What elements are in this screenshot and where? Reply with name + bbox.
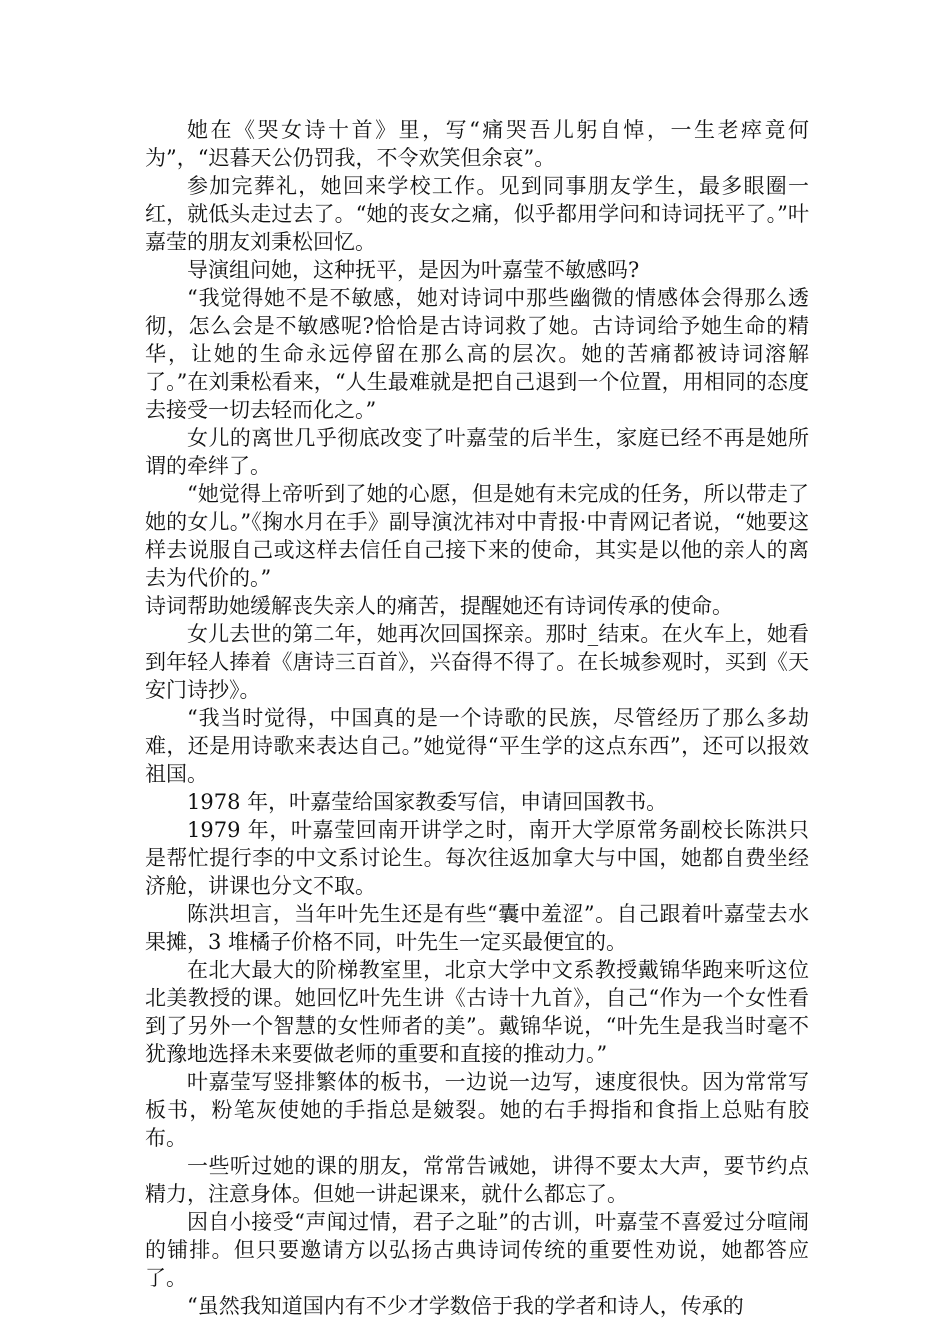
- paragraph-17: “虽然我知道国内有不少才学数倍于我的学者和诗人，传承的: [187, 1294, 744, 1318]
- paragraph-16: 因自小接受“声闻过情，君子之耻”的古训，叶嘉莹不喜爱过分喧闹的铺排。但只要邀请方以弘扬古典诗词传统的重要性劝说，她都答应了。: [145, 1210, 809, 1290]
- paragraph-2: 参加完葬礼，她回来学校工作。见到同事朋友学生，最多眼圈一红，就低头走过去了。“她的丧女之痛，似乎都用学问和诗词抚平了。”叶嘉莹的朋友刘秉松回忆。: [145, 174, 809, 254]
- paragraph-15: 一些听过她的课的朋友，常常告诫她，讲得不要太大声，要节约点精力，注意身体。但她一讲起课来，就什么都忘了。: [145, 1154, 809, 1206]
- paragraph-11: 1979 年，叶嘉莹回南开讲学之时，南开大学原常务副校长陈洪只是帮忙提行李的中文系讨论生。每次往返加拿大与中国，她都自费坐经济舱，讲课也分文不取。: [145, 818, 809, 898]
- paragraph-14: 叶嘉莹写竖排繁体的板书，一边说一边写，速度很快。因为常常写板书，粉笔灰使她的手指总是皴裂。她的右手拇指和食指上总贴有胶布。: [145, 1070, 809, 1150]
- paragraph-8: 女儿去世的第二年，她再次回国探亲。那时_结束。在火车上，她看到年轻人捧着《唐诗三百首》，兴奋得不得了。在长城参观时，买到《天安门诗抄》。: [145, 622, 809, 702]
- paragraph-6: “她觉得上帝听到了她的心愿，但是她有未完成的任务，所以带走了她的女儿。”《掬水月在手》副导演沈祎对中青报·中青网记者说，“她要这样去说服自己或这样去信任自己接下来的使命，其实是以他的亲人的离去为代价的。”: [145, 482, 809, 590]
- paragraph-4: “我觉得她不是不敏感，她对诗词中那些幽微的情感体会得那么透彻，怎么会是不敏感呢?恰恰是古诗词救了她。古诗词给予她生命的精华，让她的生命永远停留在那么高的层次。她的苦痛都被诗词溶解了。”在刘秉松看来，“人生最难就是把自己退到一个位置，用相同的态度去接受一切去轻而化之。”: [145, 286, 809, 422]
- paragraph-1: 她在《哭女诗十首》里，写“痛哭吾儿躬自悼，一生老瘁竟何为”，“迟暮天公仍罚我，不令欢笑但余哀”。: [145, 118, 809, 170]
- paragraph-9: “我当时觉得，中国真的是一个诗歌的民族，尽管经历了那么多劫难，还是用诗歌来表达自己。”她觉得“平生学的这点东西”，还可以报效祖国。: [145, 706, 809, 786]
- paragraph-10: 1978 年，叶嘉莹给国家教委写信，申请回国教书。: [187, 790, 668, 814]
- article-body: [145, 116, 809, 1320]
- paragraph-5: 女儿的离世几乎彻底改变了叶嘉莹的后半生，家庭已经不再是她所谓的牵绊了。: [145, 426, 809, 478]
- paragraph-3: 导演组问她，这种抚平，是因为叶嘉莹不敏感吗?: [187, 258, 640, 282]
- paragraph-7: 诗词帮助她缓解丧失亲人的痛苦，提醒她还有诗词传承的使命。: [145, 594, 733, 618]
- paragraph-12: 陈洪坦言，当年叶先生还是有些“囊中羞涩”。自己跟着叶嘉莹去水果摊，3 堆橘子价格不同，叶先生一定买最便宜的。: [145, 902, 809, 954]
- paragraph-13: 在北大最大的阶梯教室里，北京大学中文系教授戴锦华跑来听这位北美教授的课。她回忆叶先生讲《古诗十九首》，自己“作为一个女性看到了另外一个智慧的女性师者的美”。戴锦华说，“叶先生是我当时毫不犹豫地选择未来要做老师的重要和直接的推动力。”: [145, 958, 809, 1066]
